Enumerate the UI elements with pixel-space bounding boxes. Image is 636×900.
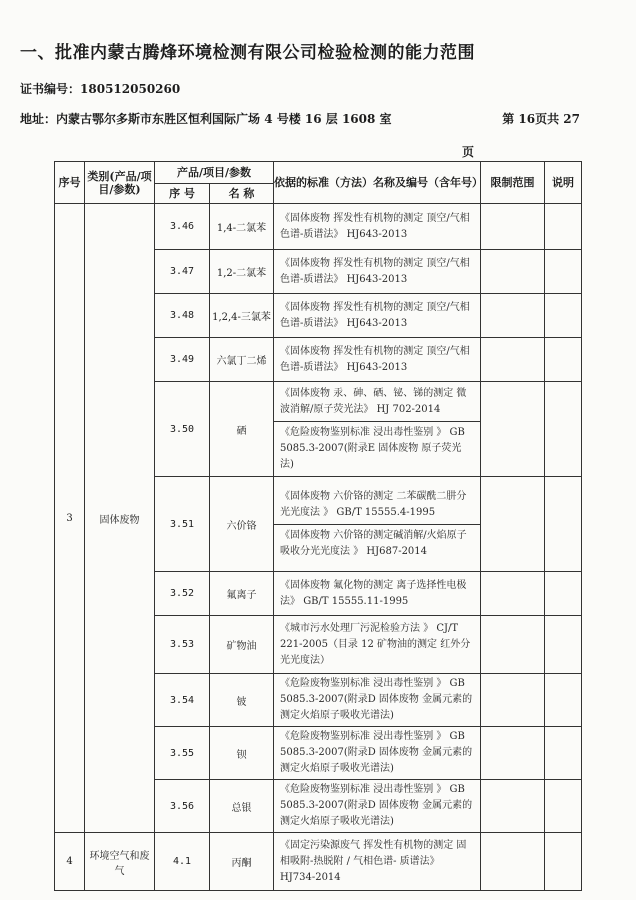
item-limit [481, 780, 545, 833]
group-category: 环境空气和废气 [85, 833, 155, 891]
standard-line: 《固体废物 六价铬的测定碱消解/火焰原子吸收分光光度法 》 HJ687-2014 [280, 529, 467, 557]
header-sub-seq: 序 号 [155, 184, 210, 204]
item-standard: 《危险废物鉴别标准 浸出毒性鉴别 》 GB 5085.3-2007(附录D 固体废物 金属元素的测定火焰原子吸收光谱法) [274, 674, 481, 727]
item-standard: 《固体废物 挥发性有机物的测定 顶空/气相色谱-质谱法》 HJ643-2013 [274, 294, 481, 338]
header-product-group: 产品/项目/参数 [155, 162, 274, 184]
item-name: 氟离子 [210, 572, 274, 616]
header-standard: 依据的标准（方法）名称及编号（含年号） [274, 162, 481, 204]
header-category: 类别(产品/项目/参数) [85, 162, 155, 204]
item-name: 总银 [210, 780, 274, 833]
capability-table [54, 161, 582, 891]
item-number: 3.53 [155, 616, 210, 674]
item-note [545, 382, 582, 477]
item-standard: 《固定污染源废气 挥发性有机物的测定 固相吸附-热脱附 / 气相色谱- 质谱法》 HJ734-2014 [274, 833, 481, 891]
standard-line: 《固体废物 汞、砷、硒、铋、锑的测定 微波消解/原子荧光法》 HJ 702-2014 [280, 387, 467, 415]
item-standard: 《固体废物 氟化物的测定 离子选择性电极法》 GB/T 15555.11-1995 [274, 572, 481, 616]
item-number: 3.48 [155, 294, 210, 338]
item-note [545, 294, 582, 338]
item-limit [481, 250, 545, 294]
item-note [545, 572, 582, 616]
item-name: 1,2-二氯苯 [210, 250, 274, 294]
item-number: 3.52 [155, 572, 210, 616]
header-limit: 限制范围 [481, 162, 545, 204]
certificate-line [20, 80, 180, 97]
item-limit [481, 674, 545, 727]
item-limit [481, 338, 545, 382]
item-note [545, 616, 582, 674]
group-seq: 3 [55, 204, 85, 833]
address-label: 地址： [20, 112, 57, 126]
item-name: 丙酮 [210, 833, 274, 891]
item-name: 钡 [210, 727, 274, 780]
item-limit [481, 616, 545, 674]
item-note [545, 477, 582, 572]
item-limit [481, 204, 545, 250]
item-name: 矿物油 [210, 616, 274, 674]
item-note [545, 674, 582, 727]
page-info: 第 16页共 27 [502, 112, 580, 126]
item-name: 1,2,4-三氯苯 [210, 294, 274, 338]
certificate-number: 180512050260 [80, 82, 181, 96]
item-limit [481, 294, 545, 338]
standard-line: 《固体废物 六价铬的测定 二苯碳酰二肼分光光度法 》 GB/T 15555.4-1995 [280, 490, 467, 518]
document-title: 一、批准内蒙古腾烽环境检测有限公司检验检测的能力范围 [20, 43, 475, 63]
item-limit [481, 572, 545, 616]
group-category: 固体废物 [85, 204, 155, 833]
item-limit [481, 727, 545, 780]
item-standard: 《固体废物 挥发性有机物的测定 顶空/气相色谱-质谱法》 HJ643-2013 [274, 338, 481, 382]
item-number: 3.51 [155, 477, 210, 572]
standard-divider [274, 524, 480, 525]
group-seq: 4 [55, 833, 85, 891]
item-standard: 《危险废物鉴别标准 浸出毒性鉴别 》 GB 5085.3-2007(附录D 固体废物 金属元素的测定火焰原子吸收光谱法) [274, 780, 481, 833]
certificate-label: 证书编号： [20, 82, 81, 96]
item-number: 4.1 [155, 833, 210, 891]
item-limit [481, 833, 545, 891]
item-note [545, 204, 582, 250]
table-row [55, 833, 582, 891]
item-number: 3.56 [155, 780, 210, 833]
item-standard: 《固体废物 挥发性有机物的测定 顶空/气相色谱-质谱法》 HJ643-2013 [274, 204, 481, 250]
item-name: 铍 [210, 674, 274, 727]
item-number: 3.54 [155, 674, 210, 727]
item-name: 1,4-二氯苯 [210, 204, 274, 250]
item-note [545, 250, 582, 294]
item-number: 3.50 [155, 382, 210, 477]
item-note [545, 338, 582, 382]
item-limit [481, 477, 545, 572]
item-note [545, 780, 582, 833]
address-value: 内蒙古鄂尔多斯市东胜区恒利国际广场 4 号楼 16 层 1608 室 [56, 112, 392, 126]
item-limit [481, 382, 545, 477]
header-seq: 序号 [55, 162, 85, 204]
header-row [55, 162, 582, 184]
item-name: 六价铬 [210, 477, 274, 572]
item-note [545, 727, 582, 780]
item-number: 3.55 [155, 727, 210, 780]
page-info-tail: 页 [462, 145, 475, 159]
item-standard [274, 382, 481, 477]
item-number: 3.46 [155, 204, 210, 250]
item-number: 3.49 [155, 338, 210, 382]
item-name: 六氯丁二烯 [210, 338, 274, 382]
item-name: 硒 [210, 382, 274, 477]
address-line [20, 110, 580, 127]
item-note [545, 833, 582, 891]
header-sub-name: 名 称 [210, 184, 274, 204]
item-standard: 《固体废物 挥发性有机物的测定 顶空/气相色谱-质谱法》 HJ643-2013 [274, 250, 481, 294]
standard-divider [274, 421, 480, 422]
item-number: 3.47 [155, 250, 210, 294]
table-row [55, 204, 582, 250]
item-standard: 《城市污水处理厂污泥检验方法 》 CJ/T 221-2005（目录 12 矿物油的测定 红外分光光度法） [274, 616, 481, 674]
header-note: 说明 [545, 162, 582, 204]
item-standard: 《危险废物鉴别标准 浸出毒性鉴别 》 GB 5085.3-2007(附录D 固体废物 金属元素的测定火焰原子吸收光谱法) [274, 727, 481, 780]
item-standard [274, 477, 481, 572]
standard-line: 《危险废物鉴别标准 浸出毒性鉴别 》 GB 5085.3-2007(附录E 固体废物 原子荧光法) [280, 426, 465, 470]
